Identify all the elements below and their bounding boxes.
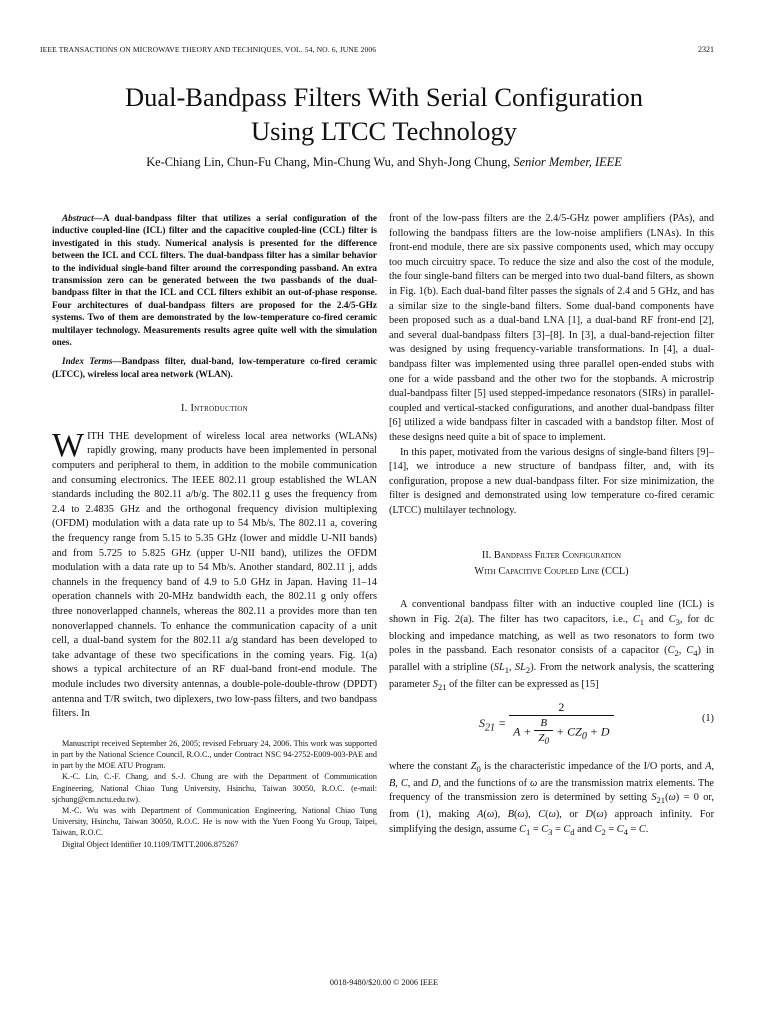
section-2-heading [389,548,714,580]
intro-motivation: In this paper, motivated from the various designs of single-band filters [9]–[14], we introduce a new structure of bandpass filter, and, with its configuration, propose a new dual-bandpass filter. For size minimization, the filter is designed and demonstrated using low temperature co-fired ceramic (LTCC) multilayer technology. [389,446,714,516]
section-1-number: I. [180,403,188,415]
intro-paragraph [52,426,377,722]
sec2-text-b: for dc blocking and impedance matching, as well as two resonators to form two poles in the passband. Each resonator consists of a capacitor [389,614,714,657]
index-terms [52,355,377,380]
author-membership: Senior Member, IEEE [513,155,622,169]
section-2-title: Bandpass Filter Configuration [493,550,622,562]
sec2-text-j: or, from (1), making [389,792,715,821]
footnote-authors: K.-C. Lin, C.-F. Chang, and S.-J. Chung are with the Department of Communication Engineering, National Chiao Tung University, Hsinchu, Taiwan 30050, R.O.C. (e-mail: sjchung@cm.nctu.edu.tw). [52,772,377,804]
author-list [40,155,728,170]
equation-1 [389,698,714,750]
right-column [389,212,714,839]
section-2-paragraph-2: where the constant $Z_0$ is the characteristic impedance of the I/O ports, and A, B, C, and D, and the functions of ω are the transmission matrix elements. The frequency of the transmission zero is determined by setting $S_{21}(\omega) = 0$ or, from (1), making A(ω), B(ω), C(ω), or D(ω) approach infinity. For simplifying the design, assume $C_1 = C_3 = C_d$ and $C_2 = C_4 = C$. [389,761,715,837]
sec2-text-i: are the transmission matrix elements. The frequency of the transmission zero is determined by setting [389,777,715,804]
sec2-text-h: and the functions of [443,777,528,789]
drop-cap: W [52,426,85,464]
section-2-number: II. [481,550,492,562]
section-1-heading [52,402,377,417]
section-2-heading-line-1 [389,548,714,564]
copyright-footer: 0018-9480/$20.00 © 2006 IEEE [329,978,439,987]
title-line-2: Using LTCC Technology [250,116,518,146]
sec2-text-e: of the filter can be expressed as [15] [449,678,599,690]
abstract [52,212,377,348]
page-number: 2321 [698,45,714,54]
footnotes [52,738,377,850]
title-line-1: Dual-Bandpass Filters With Serial Configuration [124,82,644,112]
index-terms-text: Bandpass filter, dual-band, low-temperature co-fired ceramic (LTCC), wireless local area network (WLAN). [52,356,377,379]
journal-header: IEEE TRANSACTIONS ON MICROWAVE THEORY AND TECHNIQUES, VOL. 54, NO. 6, JUNE 2006 [40,45,377,54]
section-2-heading-line-2: With Capacitive Coupled Line (CCL) [474,566,629,578]
footnote-manuscript: Manuscript received September 26, 2005; revised February 24, 2006. This work was supported in part by the National Science Council, R.O.C., under Contract NSC 94-2752-E009-003-PAE and in part by the MOE ATU Program. [52,738,377,771]
intro-text: ITH THE development of wireless local area networks (WLANs) rapidly growing, many products have been implemented in personal computers and peripheral to them, in addition to the mobile communication and consuming electronics. The IEEE 802.11 group established the WLAN standards including the 802.11 a/b/g. The 802.11 g uses the frequency from 2.4 to 2.4835 GHz and the orthogonal frequency division multiplexing (OFDM) modulation with a data rate up to 54 Mb/s. The 802.11 a, covering the frequency range from 5.15 to 5.35 GHz (lower and middle U-NII bands) and from 5.725 to 5.825 GHz (upper U-NII band), utilizes the OFDM modulation with a data rate up to 54 Mb/s. Another standard, 802.11 j, adds channels in the frequency band of 4.9 to 5.0 GHz in Japan. Having 11–14 operation channels with 20-MHz bandwidth each, the 802.11 g only offers three nonoverlapped channels, whereas the 802.11 a provides more than ten nonoverlapped channels. To enhance the communication capacity of a unit cell, a dual-band system for the 802.11 a/g standard has been developed to take advantage of these two specifications in the coming years. Fig. 1(a) shows a typical architecture of an RF dual-band front-end module. The module includes two diversity antennas, a double-pole-double-throw (DPDT) antenna and T/R switch, two diplexers, two low-pass filters, and two bandpass filters. In [52,430,377,720]
index-terms-lead: Index Terms— [62,356,122,367]
equation-number: (1) [701,713,714,725]
equation-body: $S_{21}$ = 2 A + $\frac{B}{Z_0}$ + $CZ_0 + D$ [479,700,614,749]
left-column [52,212,377,850]
sec2-text-g: is the characteristic impedance of the I/O ports, and [484,761,702,773]
sec2-text-c: in parallel with a stripline [389,645,714,673]
section-2-paragraph: A conventional bandpass filter with an inductive coupled line (ICL) is shown in Fig. 2(a). The filter has two capacitors, i.e., $C_1$ and $C_3$, for dc blocking and impedance matching, as well as two resonators to form two poles in the passband. Each resonator consists of a capacitor ($C_2$, $C_4$) in parallel with a stripline ($SL_1$, $SL_2$). From the network analysis, the scattering parameter $S_{21}$ of the filter can be expressed as [15] [389,599,714,692]
footnote-wu: M.-C. Wu was with Department of Communication Engineering, National Chiao Tung University, Hsinchu, Taiwan 30050, R.O.C. He is now with the Yuen Foong Yu Group, Taipei, Taiwan, R.O.C. [52,805,377,838]
sec2-text-f: where the constant [389,761,468,773]
abstract-text: A dual-bandpass filter that utilizes a serial configuration of the inductive coupled-line (ICL) filter and the capacitive coupled-line (CCL) filter is investigated in this study. Numerical analysis is presented for the difference between the ICL and CCL filters. The dual-bandpass filter has a similar behavior to the individual single-band filter around the corresponding passband. An extra transmission zero can be generated between the two passbands of the dual-bandpass filter in that the ICL and CCL filters exhibit an out-of-phase response. Four architectures of dual-bandpass filters are proposed for the 2.4/5-GHz systems. Two of them are demonstrated by the low-temperature co-fired ceramic multilayer technology. Measurements results agree quite well with the simulation ones. [52,213,377,348]
section-1-title: Introduction [190,403,249,415]
intro-continued: front of the low-pass filters are the 2.4/5-GHz power amplifiers (PAs), and following the bandpass filters are the low-noise amplifiers (LNAs). In this front-end module, there are six passive components used, which may occupy too much circuitry space. To reduce the size and also the cost of the module, the four single-band filters can be merged into two dual-band filters, as shown in Fig. 1(b). Each dual-band filter passes the signals of 2.4 and 5 GHz, and has a similar size to the single-band filters. Some dual-band components have been proposed such as a dual-band LNA [1], a dual-band RF front-end [2], and several dual-bandpass filters [3]–[8]. In [3], a dual-band-rejection filter was designed by using frequency-variable transformations. In [4], a dual-bandpass filter was implemented using three parallel open-ended stubs with one for a wide passband and the other two for the stopbands. A microstrip dual-bandpass filter [5] used stepped-impedance resonators (SIRs) in parallel-coupled and vertical-stacked configurations, and another dual-bandpass filter [6] utilized a wide bandpass filter in cascaded with a bandstop filter. Most of these designs need quite a bit of space to implement. [389,213,714,443]
sec2-text-a: A conventional bandpass filter with an inductive coupled line (ICL) is shown in Fig. 2(a). The filter has two capacitors, i.e., [389,599,714,626]
sec2-text-d: . From the network analysis, the scattering parameter [389,661,714,690]
paper-title [40,80,728,148]
author-names: Ke-Chiang Lin, Chun-Fu Chang, Min-Chung Wu, and Shyh-Jong Chung, [146,155,511,169]
abstract-lead: Abstract— [62,213,103,223]
sec2-text-k: approach infinity. For simplifying the design, assume [389,809,714,835]
footnote-doi: Digital Object Identifier 10.1109/TMTT.2006.875267 [62,839,239,849]
